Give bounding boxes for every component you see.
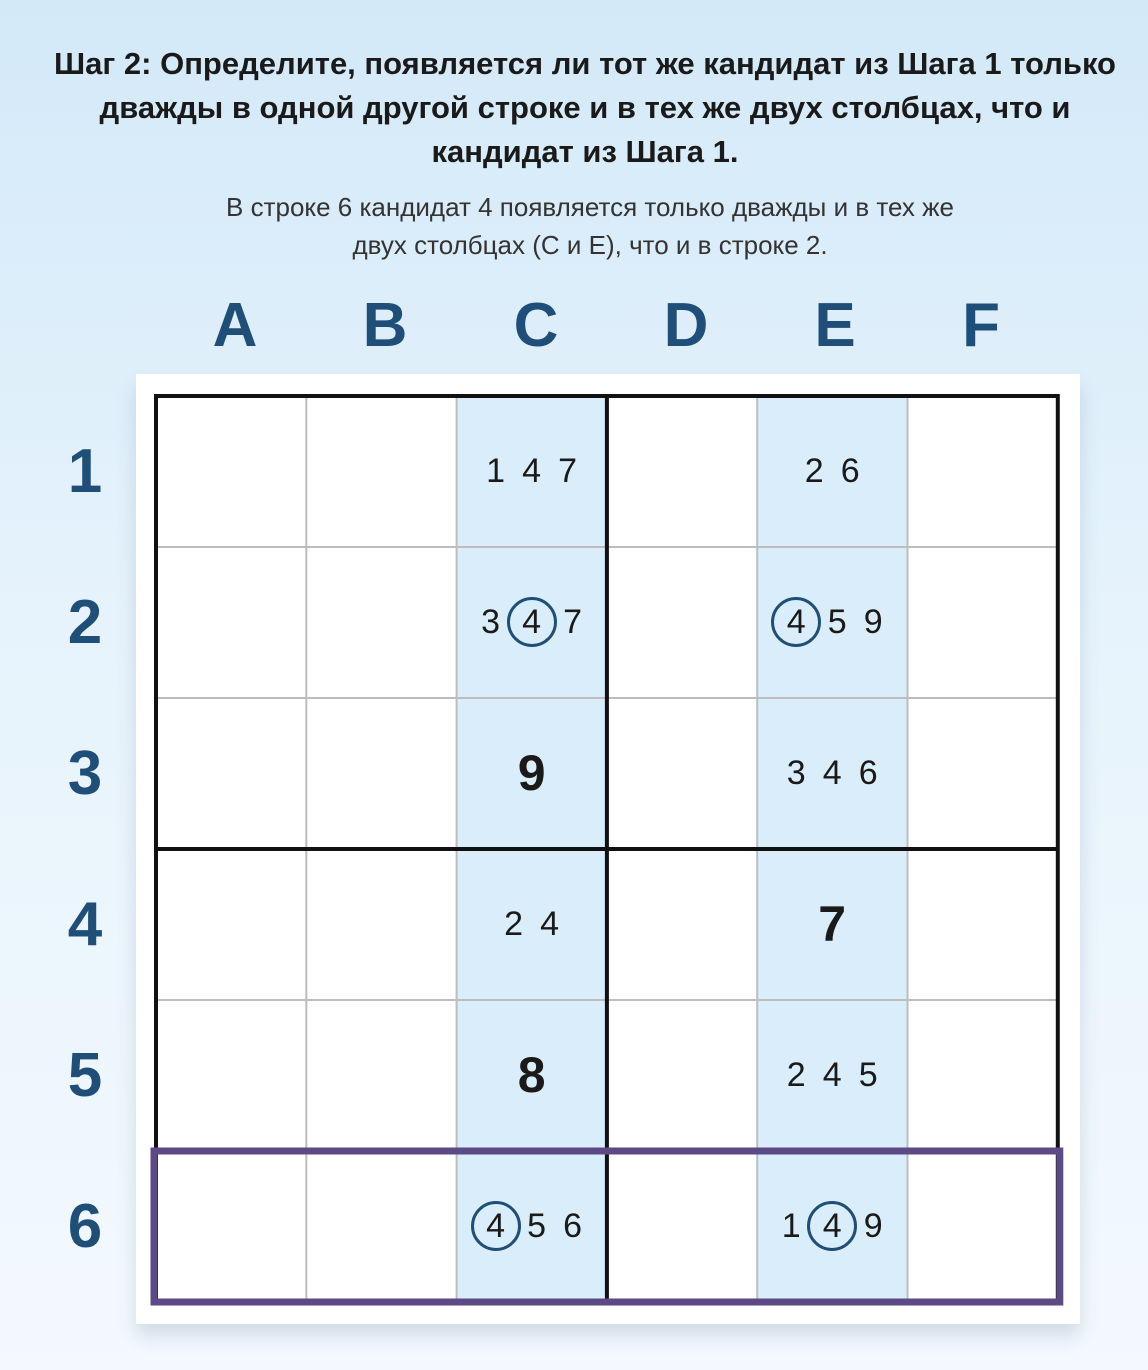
candidate-digit: 6 [840,451,860,490]
candidate-list [773,1201,891,1251]
candidate-digit: 4 [822,753,842,792]
row-label-5: 5 [67,1041,103,1110]
subtitle-line-1: В строке 6 кандидат 4 появляется только дважды и в тех же [226,192,954,222]
candidate-list [478,452,586,491]
candidate-digit: 9 [863,1206,883,1245]
cell-c1[interactable] [457,396,607,546]
row-label-2: 2 [67,588,103,657]
candidate-digit: 2 [786,1055,806,1094]
candidate-digit: 6 [858,753,878,792]
column-label-e: E [814,291,856,360]
candidate-digit: 2 [504,904,524,943]
candidate-digit: 7 [558,451,578,490]
candidate-list [496,905,568,944]
candidate-digit: 2 [804,451,824,490]
candidate-digit: 4 [522,451,542,490]
candidate-digit: 1 [781,1206,801,1245]
cell-e5[interactable] [757,1000,907,1150]
instruction-title: Шаг 2: Определите, появляется ли тот же кандидат из Шага 1 только дважды в одной другой строке и в тех же двух столбцах, что и кандидат из Шага 1. [53,46,1116,169]
circled-candidate: 4 [807,1201,857,1251]
column-label-b: B [362,291,408,360]
column-label-a: A [212,291,258,360]
candidate-digit: 4 [540,904,560,943]
candidate-digit: 9 [863,602,883,641]
row-label-1: 1 [67,437,103,506]
candidate-digit: 5 [527,1206,547,1245]
cell-c2[interactable] [457,547,607,697]
cell-c4[interactable] [457,849,607,999]
row-label-4: 4 [67,890,103,959]
candidate-list [796,452,868,491]
cell-c5[interactable] [457,1000,607,1150]
candidate-digit: 5 [827,602,847,641]
candidate-digit: 5 [858,1055,878,1094]
candidate-digit: 4 [822,1055,842,1094]
candidate-list [778,754,886,793]
cell-e1[interactable] [757,396,907,546]
column-label-f: F [962,291,1000,360]
given-digit: 8 [517,1047,546,1103]
subtitle-line-2: двух столбцах (C и E), что и в строке 2. [352,230,828,260]
cell-e2[interactable] [757,547,907,697]
row-label-6: 6 [67,1192,103,1261]
candidate-list [778,1056,886,1095]
candidate-list [473,597,591,647]
given-digit: 7 [818,896,847,952]
candidate-digit: 6 [563,1206,583,1245]
circled-candidate: 4 [507,597,557,647]
cell-e4[interactable] [757,849,907,999]
given-digit: 9 [517,745,546,801]
candidate-digit: 3 [786,753,806,792]
circled-candidate: 4 [471,1201,521,1251]
cell-e3[interactable] [757,698,907,848]
cell-e6[interactable] [757,1151,907,1301]
candidate-digit: 3 [481,602,501,641]
row-label-3: 3 [67,739,103,808]
column-label-d: D [663,291,709,360]
circled-candidate: 4 [771,597,821,647]
column-label-c: C [513,291,559,360]
candidate-digit: 1 [486,451,506,490]
candidate-digit: 7 [563,602,583,641]
candidate-list [473,1201,591,1251]
candidate-list [773,597,891,647]
cell-c6[interactable] [457,1151,607,1301]
cell-c3[interactable] [457,698,607,848]
